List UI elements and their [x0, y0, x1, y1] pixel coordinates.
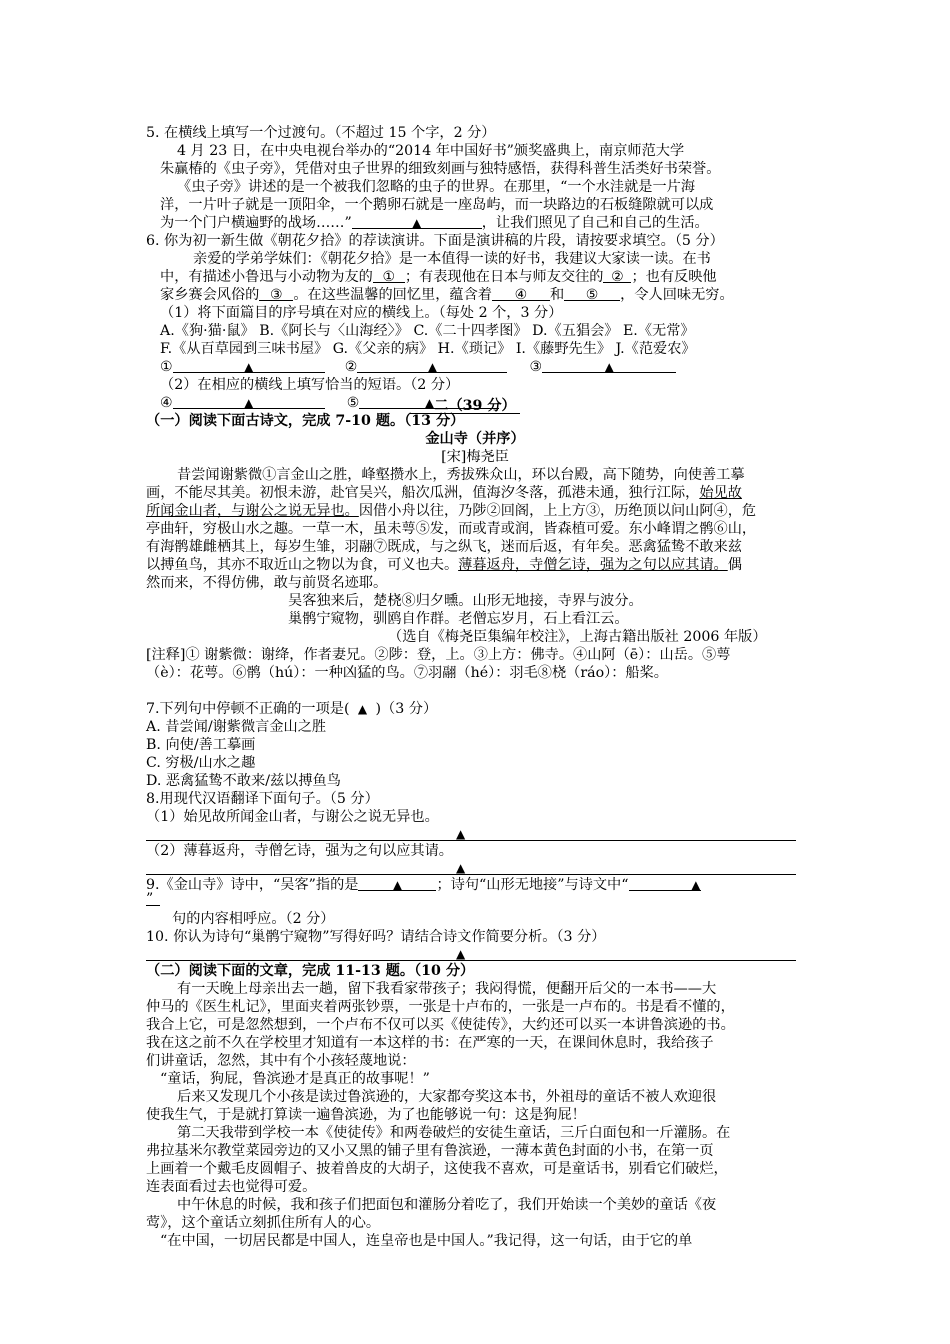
q5-text-after-blank: ，让我们照见了自己和自己的生活。: [481, 215, 709, 231]
preface-line2: 画，不能尽其美。初恨未游，赴官吴兴，船次瓜洲，值海汐冬落，孤港未通，独行江际，始见故: [146, 485, 742, 501]
q7-answer-slot[interactable]: [350, 700, 376, 718]
passage-line: 连表面看过去也觉得可爱。: [146, 1179, 317, 1195]
poem-source: （选自《梅尧臣集编年校注》，上海古籍出版社 2006 年版）: [388, 629, 767, 645]
poem-title: 金山寺（并序）: [425, 431, 525, 447]
q5-para2-line1: 《虫子旁》讲述的是一个被我们忽略的虫子的世界。在那里，“一个水洼就是一片海: [177, 179, 696, 195]
q6-para-line3: 家乡赛会风俗的 ③ 。在这些温馨的回忆里，蕴含着 ④ 和 ⑤ ，令人回味无穷。: [160, 287, 734, 303]
q6-choice-blank-3[interactable]: [542, 358, 676, 373]
q6-blank-1[interactable]: ①: [373, 268, 405, 283]
passage-line: 有一天晚上母亲出去一趟，留下我看家带孩子；我闷得慌，便翻开后父的一本书——大: [177, 981, 717, 997]
q10-stem: 10. 你认为诗句“巢鹘宁窥物”写得好吗？请结合诗文作简要分析。（3 分）: [146, 929, 606, 945]
q9-blank-2[interactable]: [629, 876, 701, 891]
answer-marker-icon: ▲: [456, 861, 466, 875]
q9-blank-1[interactable]: [358, 876, 436, 891]
q6-sub1: （1）将下面篇目的序号填在对应的横线上。（每处 2 个，3 分）: [160, 305, 563, 321]
q6-phrase-blanks-row: ④ ▲ ⑤ ▲: [160, 394, 499, 412]
q6-options-line2: F.《从百草园到三味书屋》 G.《父亲的病》 H.《琐记》 I.《藤野先生》 J.《范爱农》: [160, 341, 696, 357]
q8-stem: 8.用现代汉语翻译下面句子。（5 分）: [146, 791, 379, 807]
q9-close-quote: ”: [146, 891, 154, 907]
preface-underline-2: 薄暮返舟，寺僧乞诗，强为之句以应其请。: [458, 557, 728, 573]
poem-verse-2: 巢鹘宁窥物，驯鸥自作群。老僧忘岁月，石上看江云。: [288, 611, 629, 627]
q5-text-before-blank: 为一个门户横遍野的战场……”: [160, 215, 352, 231]
q7-option-d: D. 恶禽猛鸷不敢来/兹以搏鱼鸟: [146, 773, 341, 789]
q7-stem: 7.下列句中停顿不正确的一项是( ▲ )（3 分）: [146, 701, 438, 717]
q8-sentence-2: （2）薄暮返舟，寺僧乞诗，强为之句以应其请。: [146, 843, 453, 859]
passage-line: 们讲童话，忽然，其中有个小孩轻蔑地说：: [146, 1053, 416, 1069]
q8-answer-line-1[interactable]: [146, 840, 796, 841]
q6-sub2: （2）在相应的横线上填写恰当的短语。（2 分）: [160, 377, 460, 393]
passage-line: 中午休息的时候，我和孩子们把面包和灌肠分着吃了，我们开始读一个美妙的童话《夜: [177, 1197, 717, 1213]
q5-para1-line1: 4 月 23 日，在中央电视台举办的“2014 年中国好书”颁奖盛典上，南京师范大学: [177, 143, 685, 159]
q8-answer-line-2[interactable]: [146, 874, 796, 875]
q5-para2-line2: 洋，一片叶子就是一顶阳伞，一个鹅卵石就是一座岛屿，而一块路边的石板缝隙就可以成: [160, 197, 714, 213]
preface-line3: 所闻金山者，与谢公之说无异也。因借小舟以往，乃陟②回阁，上上方③，历绝顶以问山阿④，危: [146, 503, 757, 519]
preface-line1: 昔尝闻谢紫微①言金山之胜，峰壑攒水上，秀拔殊众山，环以台殿，高下随势，向使善工摹: [177, 467, 745, 483]
answer-marker-icon: ▲: [424, 396, 435, 410]
answer-marker-icon: ▲: [357, 702, 368, 716]
answer-marker-icon: ▲: [412, 216, 422, 230]
q6-para-line1: 亲爱的学弟学妹们：《朝花夕拾》是一本值得一读的好书，我建议大家读一读。在书: [193, 251, 711, 267]
preface-line7: 然而来，不得仿佛，敢与前贤名迹耶。: [146, 575, 388, 591]
q5-answer-blank[interactable]: [352, 214, 482, 229]
part1-title: （一）阅读下面古诗文，完成 7-10 题。（13 分）: [146, 413, 465, 429]
poem-verse-1: 吴客独来后，楚桡⑧归夕曛。山形无地接，寺界与波分。: [288, 593, 643, 609]
q9-blank-2-continuation[interactable]: [146, 905, 160, 906]
q6-choice-blank-1[interactable]: [173, 358, 325, 373]
preface-underline-1b: 所闻金山者，与谢公之说无异也。: [146, 503, 359, 519]
passage-line: 使我生气，于是就打算读一遍鲁滨逊，为了也能够说一句：这是狗屁！: [146, 1107, 586, 1123]
q6-blank-2[interactable]: ②: [603, 268, 631, 283]
annotation-line1: [注释]① 谢紫微：谢绛，作者妻兄。②陟：登，上。③上方：佛寺。④山阿（ē）：山岳。⑤萼: [146, 647, 731, 663]
answer-marker-icon: ▲: [456, 827, 466, 841]
q7-option-b: B. 向使/善工摹画: [146, 737, 256, 753]
q9-line2: 句的内容相呼应。（2 分）: [172, 911, 335, 927]
answer-marker-icon: ▲: [244, 396, 254, 410]
poem-author: [宋]梅尧臣: [441, 449, 509, 465]
q10-answer-line[interactable]: [146, 960, 796, 961]
passage-line: 上画着一个戴毛皮圆帽子、披着兽皮的大胡子，这使我不喜欢，可是童话书，别看它们破烂，: [146, 1161, 728, 1177]
passage-line: 莺》，这个童话立刻抓住所有人的心。: [146, 1215, 381, 1231]
q5-para1-line2: 朱赢椿的《虫子旁》，凭借对虫子世界的细致刻画与独特感悟，获得科普生活类好书荣誉。: [160, 161, 721, 177]
passage-line: 弗拉基米尔教堂菜园旁边的又小又黑的铺子里有鲁滨逊，一薄本黄色封面的小书，在第一页: [146, 1143, 714, 1159]
q9-line1: 9.《金山寺》诗中，“吴客”指的是 ▲ ；诗句“山形无地接”与诗文中“ ▲: [146, 877, 701, 893]
answer-marker-icon: ▲: [392, 878, 403, 892]
answer-marker-icon: ▲: [244, 360, 254, 374]
answer-marker-icon: ▲: [427, 360, 438, 374]
section2-title: 二（39 分）: [434, 398, 516, 414]
q6-blank-5[interactable]: ⑤: [564, 286, 620, 301]
annotation-line2: （è）：花萼。⑥鹘（hú）：一种凶猛的鸟。⑦羽翮（hé）：羽毛⑧桡（ráo）：船桨。: [146, 665, 668, 681]
passage-line: “在中国，一切居民都是中国人，连皇帝也是中国人。”我记得，这一句话，由于它的单: [160, 1233, 693, 1249]
q6-options-line1: A.《狗·猫·鼠》 B.《阿长与〈山海经〉》 C.《二十四孝图》 D.《五猖会》 E.《无常》: [160, 323, 695, 339]
passage-line: 第二天我带到学校一本《使徒传》和两卷破烂的安徒生童话，三斤白面包和一斤灌肠。在: [177, 1125, 731, 1141]
q6-choice-blank-2[interactable]: [357, 358, 507, 373]
passage-line: 我合上它，可是忽然想到，一个卢布不仅可以买《使徒传》，大约还可以买一本讲鲁滨逊的书。: [146, 1017, 735, 1033]
passage-line: 后来又发现几个小孩是读过鲁滨逊的，大家都夸奖这本书，外祖母的童话不被人欢迎很: [177, 1089, 717, 1105]
q7-option-a: A. 昔尝闻/谢紫微言金山之胜: [146, 719, 327, 735]
q6-blank-3[interactable]: ③: [259, 286, 293, 301]
preface-line5: 有海鹘雄雌栖其上，每岁生雏，羽翮⑦既成，与之纵飞，迷而后返，有年矣。恶禽猛鸷不敢来兹: [146, 539, 742, 555]
preface-underline-1a: 始见故: [699, 485, 742, 501]
q8-sentence-1: （1）始见故所闻金山者，与谢公之说无异也。: [146, 809, 439, 825]
answer-marker-icon: ▲: [691, 878, 701, 892]
q6-blank-4[interactable]: ④: [492, 286, 550, 301]
q6-title: 6. 你为初一新生做《朝花夕拾》的荐读演讲。下面是演讲稿的片段，请按要求填空。（5 分）: [146, 233, 724, 249]
preface-line4: 亭曲轩，穷极山水之趣。一草一木，虽未萼⑤发，而或青或润，皆森植可爱。东小峰谓之鹘⑥山，: [146, 521, 757, 537]
q6-para-line2: 中，有描述小鲁迅与小动物为友的 ① ；有表现他在日本与师友交往的 ② ；也有反映他: [160, 269, 717, 285]
q7-option-c: C. 穷极/山水之趣: [146, 755, 256, 771]
preface-line6: 以搏鱼鸟，其亦不取近山之物以为食，可义也夫。薄暮返舟，寺僧乞诗，强为之句以应其请。偶: [146, 557, 742, 573]
passage-line: 我在这之前不久在学校里才知道有一本这样的书：在严寒的一天，在课间休息时，我给孩子: [146, 1035, 714, 1051]
passage-line: 仲马的《医生札记》，里面夹着两张钞票，一张是十卢布的，一张是一卢布的。书是看不懂的，: [146, 999, 735, 1015]
part2-title: （二）阅读下面的文章，完成 11-13 题。（10 分）: [146, 963, 475, 979]
q5-para2-line3: [160, 214, 709, 232]
answer-marker-icon: ▲: [456, 947, 466, 961]
answer-marker-icon: ▲: [604, 360, 614, 374]
q6-choice-blanks-row: ① ▲ ② ▲ ③ ▲: [160, 358, 676, 376]
passage-line: “童话，狗屁，鲁滨逊才是真正的故事呢！”: [160, 1071, 430, 1087]
q5-title: 5. 在横线上填写一个过渡句。（不超过 15 个字，2 分）: [146, 125, 496, 141]
